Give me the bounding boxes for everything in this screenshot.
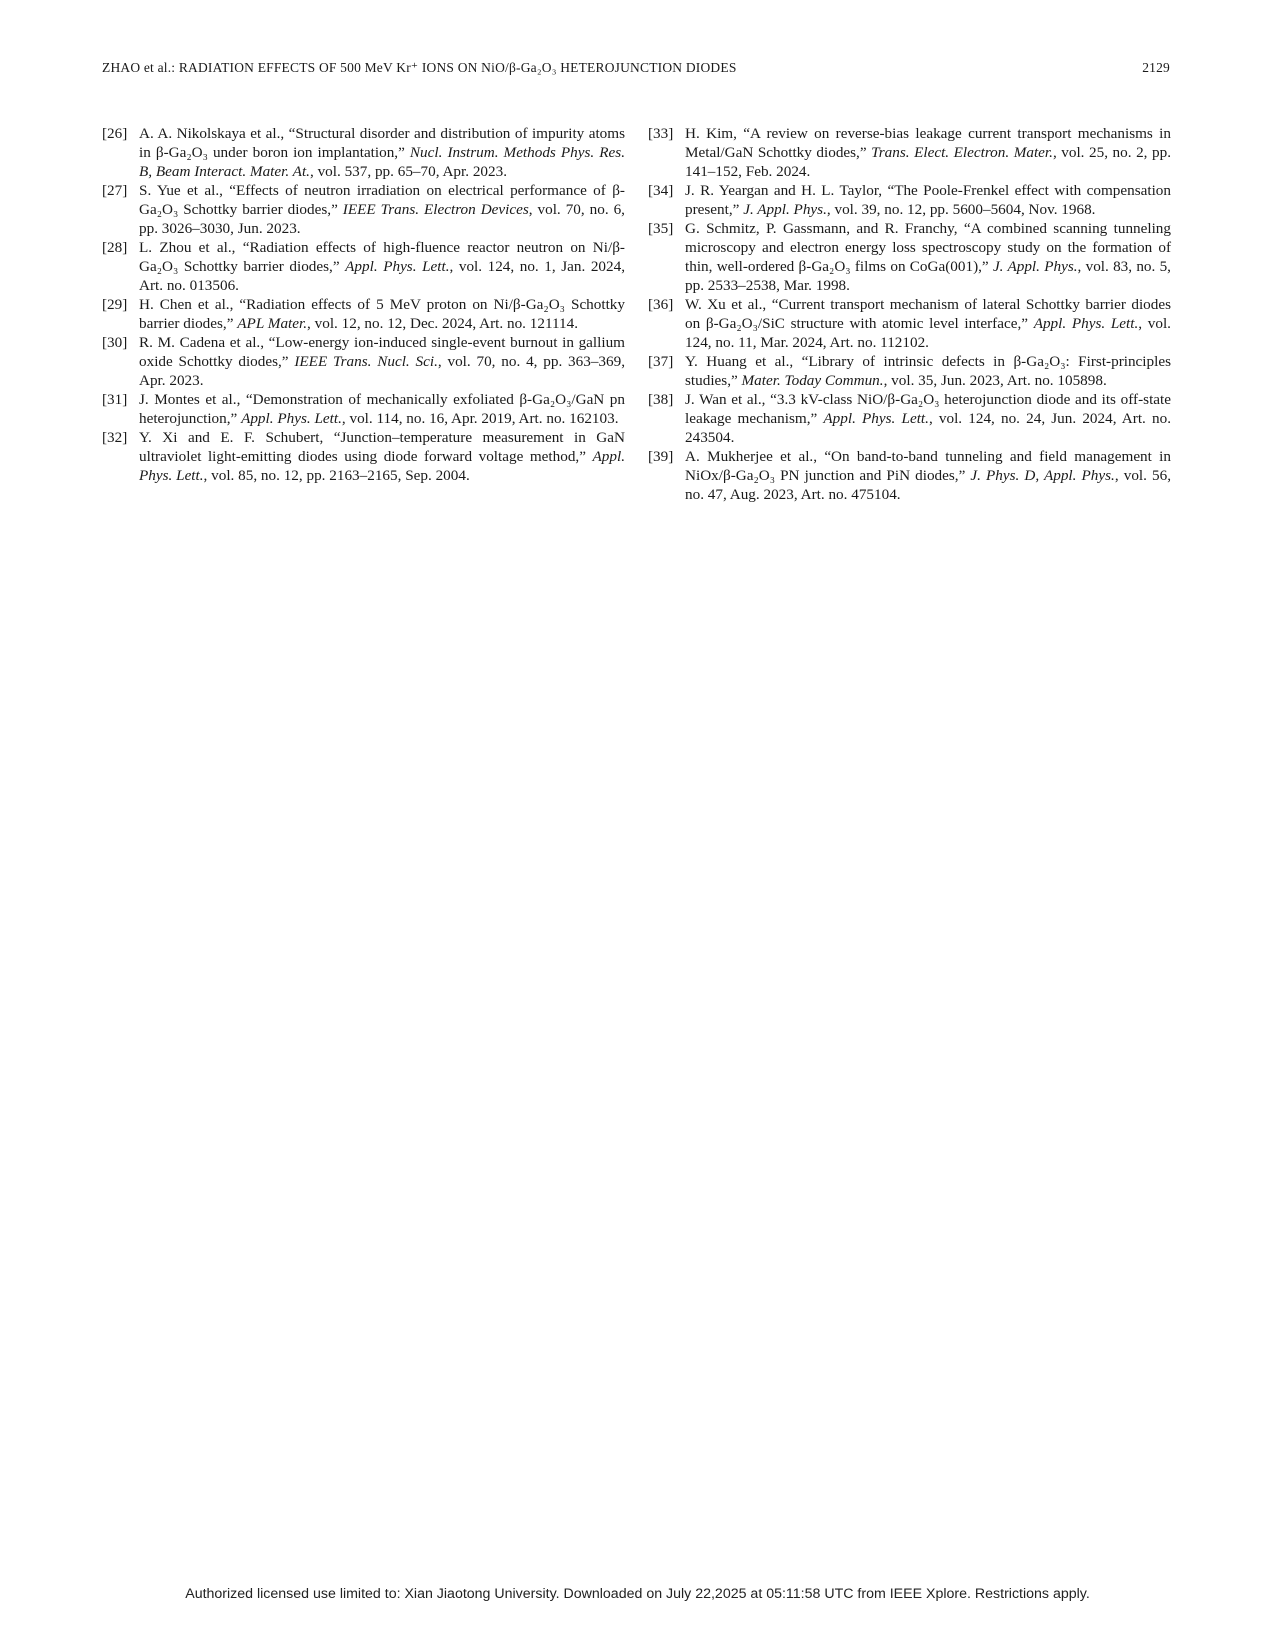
reference-details: , vol. 124, no. 11, Mar. 2024, Art. no. 112102.	[685, 315, 1171, 351]
reference-38	[648, 390, 1171, 447]
reference-number: [36]	[648, 296, 674, 313]
reference-details: , vol. 124, no. 24, Jun. 2024, Art. no. 243504.	[685, 410, 1171, 446]
reference-journal: Appl. Phys. Lett.	[345, 258, 450, 275]
reference-27	[102, 181, 625, 238]
reference-31	[102, 390, 625, 428]
reference-journal: Appl. Phys. Lett.	[823, 410, 929, 427]
reference-number: [31]	[102, 391, 128, 408]
reference-journal: IEEE Trans. Nucl. Sci.	[294, 353, 438, 370]
reference-28	[102, 238, 625, 295]
references-right-column	[648, 124, 1171, 504]
reference-number: [33]	[648, 125, 674, 142]
reference-30	[102, 333, 625, 390]
reference-details: , vol. 35, Jun. 2023, Art. no. 105898.	[883, 372, 1107, 389]
reference-32	[102, 428, 625, 485]
reference-details: , vol. 56, no. 47, Aug. 2023, Art. no. 475104.	[685, 467, 1171, 503]
reference-text: G. Schmitz, P. Gassmann, and R. Franchy, “A combined scanning tunneling microscopy and electron energy loss spectroscopy study on the formation of thin, well-ordered β-Ga₂O₃ films on CoGa(001),”	[685, 220, 1171, 275]
reference-journal: Nucl. Instrum. Methods Phys. Res. B, Beam Interact. Mater. At.	[139, 144, 625, 180]
reference-number: [35]	[648, 220, 674, 237]
reference-number: [30]	[102, 334, 128, 351]
reference-text: L. Zhou et al., “Radiation effects of high-fluence reactor neutron on Ni/β-Ga₂O₃ Schottky barrier diodes,”	[139, 239, 625, 275]
reference-text: Y. Xi and E. F. Schubert, “Junction–temperature measurement in GaN ultraviolet light-emitting diodes using diode forward voltage method,”	[139, 429, 625, 465]
reference-26	[102, 124, 625, 181]
reference-37	[648, 352, 1171, 390]
reference-details: , vol. 39, no. 12, pp. 5600–5604, Nov. 1968.	[826, 201, 1096, 218]
reference-details: , vol. 25, no. 2, pp. 141–152, Feb. 2024.	[685, 144, 1171, 180]
reference-journal: J. Appl. Phys.	[743, 201, 827, 218]
reference-29	[102, 295, 625, 333]
reference-text: H. Kim, “A review on reverse-bias leakage current transport mechanisms in Metal/GaN Schottky diodes,”	[685, 125, 1171, 161]
license-footer: Authorized licensed use limited to: Xian Jiaotong University. Downloaded on July 22,2025 at 05:11:58 UTC from IEEE Xplore. Restrictions apply.	[185, 1586, 1090, 1602]
reference-journal: IEEE Trans. Electron Devices	[342, 201, 529, 218]
reference-text: R. M. Cadena et al., “Low-energy ion-induced single-event burnout in gallium oxide Schottky diodes,”	[139, 334, 625, 370]
reference-33	[648, 124, 1171, 181]
reference-journal: J. Phys. D, Appl. Phys.	[970, 467, 1115, 484]
reference-text: J. R. Yeargan and H. L. Taylor, “The Poole-Frenkel effect with compensation present,”	[685, 182, 1171, 218]
page-number: 2129	[1142, 60, 1170, 75]
reference-journal: APL Mater.	[237, 315, 308, 332]
reference-number: [34]	[648, 182, 674, 199]
reference-journal: Appl. Phys. Lett.	[1033, 315, 1139, 332]
running-head-title: ZHAO et al.: RADIATION EFFECTS OF 500 MeV Kr⁺ IONS ON NiO/β-Ga₂O₃ HETEROJUNCTION DIODES	[102, 60, 737, 75]
reference-text: J. Montes et al., “Demonstration of mechanically exfoliated β-Ga₂O₃/GaN pn heterojunction,”	[139, 391, 625, 427]
reference-text: Y. Huang et al., “Library of intrinsic defects in β-Ga₂O₃: First-principles studies,”	[685, 353, 1171, 389]
reference-text: W. Xu et al., “Current transport mechanism of lateral Schottky barrier diodes on β-Ga₂O₃/SiC structure with atomic level interface,”	[685, 296, 1171, 332]
reference-details: , vol. 70, no. 4, pp. 363–369, Apr. 2023.	[139, 353, 625, 389]
reference-journal: Appl. Phys. Lett.	[139, 448, 625, 484]
reference-text: H. Chen et al., “Radiation effects of 5 MeV proton on Ni/β-Ga₂O₃ Schottky barrier diodes,”	[139, 296, 625, 332]
reference-details: , vol. 124, no. 1, Jan. 2024, Art. no. 013506.	[139, 258, 625, 294]
reference-details: , vol. 114, no. 16, Apr. 2019, Art. no. 162103.	[341, 410, 619, 427]
reference-text: A. A. Nikolskaya et al., “Structural disorder and distribution of impurity atoms in β-Ga₂O₃ under boron ion implantation,”	[139, 125, 625, 161]
reference-journal: Trans. Elect. Electron. Mater.	[871, 144, 1053, 161]
reference-journal: J. Appl. Phys.	[992, 258, 1078, 275]
reference-details: , vol. 70, no. 6, pp. 3026–3030, Jun. 2023.	[139, 201, 625, 237]
reference-number: [39]	[648, 448, 674, 465]
reference-text: J. Wan et al., “3.3 kV-class NiO/β-Ga₂O₃ heterojunction diode and its off-state leakage mechanism,”	[685, 391, 1171, 427]
reference-number: [27]	[102, 182, 128, 199]
reference-36	[648, 295, 1171, 352]
reference-details: , vol. 85, no. 12, pp. 2163–2165, Sep. 2004.	[203, 467, 470, 484]
reference-number: [28]	[102, 239, 128, 256]
reference-39	[648, 447, 1171, 504]
reference-34	[648, 181, 1171, 219]
reference-number: [37]	[648, 353, 674, 370]
reference-number: [26]	[102, 125, 128, 142]
reference-number: [32]	[102, 429, 128, 446]
reference-number: [38]	[648, 391, 674, 408]
reference-details: , vol. 537, pp. 65–70, Apr. 2023.	[309, 163, 507, 180]
reference-details: , vol. 83, no. 5, pp. 2533–2538, Mar. 1998.	[685, 258, 1171, 294]
reference-text: A. Mukherjee et al., “On band-to-band tunneling and field management in NiOx/β-Ga₂O₃ PN junction and PiN diodes,”	[685, 448, 1171, 484]
reference-journal: Appl. Phys. Lett.	[241, 410, 342, 427]
reference-details: , vol. 12, no. 12, Dec. 2024, Art. no. 121114.	[307, 315, 578, 332]
reference-35	[648, 219, 1171, 295]
references-left-column	[102, 124, 625, 485]
reference-number: [29]	[102, 296, 128, 313]
reference-text: S. Yue et al., “Effects of neutron irradiation on electrical performance of β-Ga₂O₃ Schottky barrier diodes,”	[139, 182, 625, 218]
reference-journal: Mater. Today Commun.	[741, 372, 884, 389]
